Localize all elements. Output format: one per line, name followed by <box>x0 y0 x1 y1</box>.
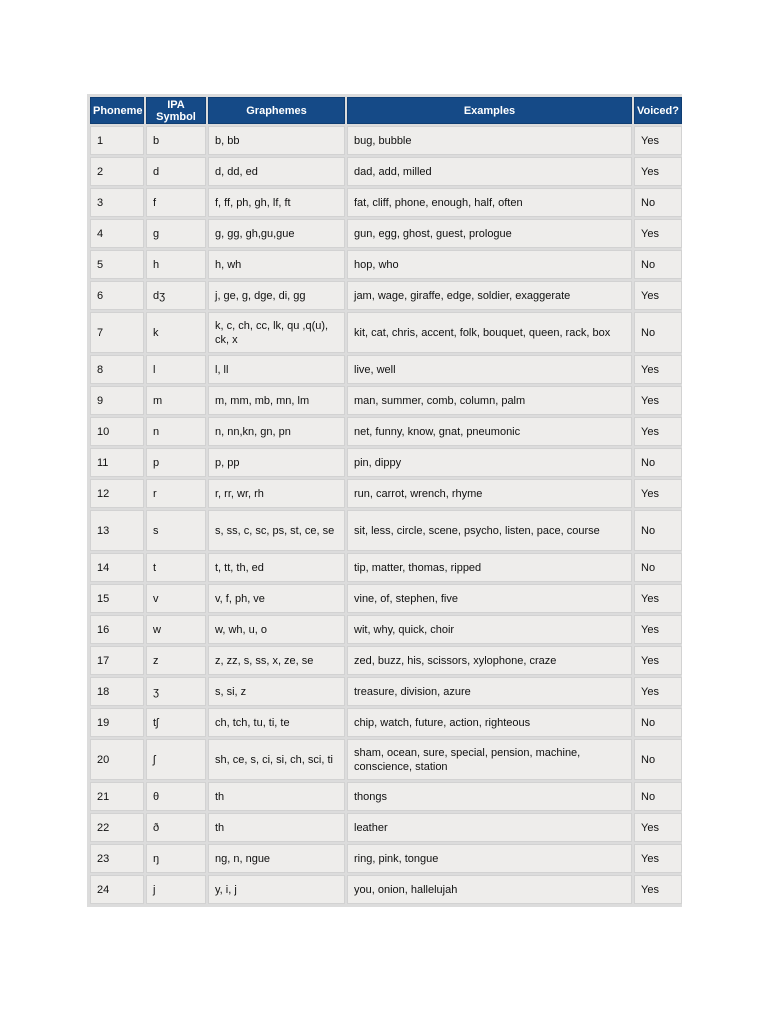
cell-voiced: Yes <box>634 417 682 446</box>
cell-ipa-symbol: s <box>146 510 206 551</box>
cell-ipa-symbol: j <box>146 875 206 904</box>
cell-ipa-symbol: g <box>146 219 206 248</box>
table-row <box>90 584 682 613</box>
cell-phoneme: 6 <box>90 281 144 310</box>
cell-voiced: Yes <box>634 355 682 384</box>
cell-voiced: Yes <box>634 875 682 904</box>
cell-phoneme: 19 <box>90 708 144 737</box>
cell-graphemes: g, gg, gh,gu,gue <box>208 219 345 248</box>
cell-phoneme: 14 <box>90 553 144 582</box>
cell-ipa-symbol: tʃ <box>146 708 206 737</box>
cell-examples: bug, bubble <box>347 126 632 155</box>
cell-phoneme: 13 <box>90 510 144 551</box>
cell-voiced: No <box>634 188 682 217</box>
cell-examples: chip, watch, future, action, righteous <box>347 708 632 737</box>
cell-phoneme: 1 <box>90 126 144 155</box>
table-row <box>90 813 682 842</box>
cell-graphemes: ng, n, ngue <box>208 844 345 873</box>
cell-graphemes: j, ge, g, dge, di, gg <box>208 281 345 310</box>
cell-phoneme: 24 <box>90 875 144 904</box>
cell-voiced: Yes <box>634 646 682 675</box>
cell-graphemes: y, i, j <box>208 875 345 904</box>
table-row <box>90 417 682 446</box>
cell-examples: hop, who <box>347 250 632 279</box>
cell-examples: dad, add, milled <box>347 157 632 186</box>
table-row <box>90 782 682 811</box>
cell-voiced: Yes <box>634 126 682 155</box>
cell-ipa-symbol: ð <box>146 813 206 842</box>
cell-ipa-symbol: n <box>146 417 206 446</box>
cell-phoneme: 4 <box>90 219 144 248</box>
cell-examples: tip, matter, thomas, ripped <box>347 553 632 582</box>
cell-examples: man, summer, comb, column, palm <box>347 386 632 415</box>
cell-graphemes: t, tt, th, ed <box>208 553 345 582</box>
cell-examples: leather <box>347 813 632 842</box>
table-row <box>90 355 682 384</box>
cell-examples: sham, ocean, sure, special, pension, machine, conscience, station <box>347 739 632 780</box>
cell-voiced: Yes <box>634 281 682 310</box>
cell-graphemes: v, f, ph, ve <box>208 584 345 613</box>
cell-graphemes: f, ff, ph, gh, lf, ft <box>208 188 345 217</box>
phoneme-table-container <box>87 94 682 907</box>
cell-phoneme: 12 <box>90 479 144 508</box>
cell-voiced: No <box>634 250 682 279</box>
cell-graphemes: k, c, ch, cc, lk, qu ,q(u), ck, x <box>208 312 345 353</box>
table-row <box>90 875 682 904</box>
cell-graphemes: p, pp <box>208 448 345 477</box>
cell-phoneme: 21 <box>90 782 144 811</box>
cell-phoneme: 15 <box>90 584 144 613</box>
cell-phoneme: 3 <box>90 188 144 217</box>
cell-graphemes: s, si, z <box>208 677 345 706</box>
header-phoneme: Phoneme <box>90 97 144 124</box>
table-row <box>90 510 682 551</box>
cell-graphemes: r, rr, wr, rh <box>208 479 345 508</box>
cell-voiced: Yes <box>634 479 682 508</box>
table-row <box>90 553 682 582</box>
cell-phoneme: 7 <box>90 312 144 353</box>
cell-voiced: Yes <box>634 584 682 613</box>
table-row <box>90 157 682 186</box>
table-body <box>90 126 682 904</box>
cell-ipa-symbol: v <box>146 584 206 613</box>
cell-graphemes: s, ss, c, sc, ps, st, ce, se <box>208 510 345 551</box>
cell-ipa-symbol: l <box>146 355 206 384</box>
cell-graphemes: l, ll <box>208 355 345 384</box>
cell-examples: fat, cliff, phone, enough, half, often <box>347 188 632 217</box>
cell-graphemes: d, dd, ed <box>208 157 345 186</box>
table-row <box>90 250 682 279</box>
cell-graphemes: n, nn,kn, gn, pn <box>208 417 345 446</box>
cell-examples: ring, pink, tongue <box>347 844 632 873</box>
cell-examples: zed, buzz, his, scissors, xylophone, craze <box>347 646 632 675</box>
cell-examples: jam, wage, giraffe, edge, soldier, exaggerate <box>347 281 632 310</box>
cell-ipa-symbol: ŋ <box>146 844 206 873</box>
cell-graphemes: m, mm, mb, mn, lm <box>208 386 345 415</box>
cell-examples: run, carrot, wrench, rhyme <box>347 479 632 508</box>
table-row <box>90 312 682 353</box>
cell-examples: thongs <box>347 782 632 811</box>
cell-voiced: Yes <box>634 813 682 842</box>
cell-examples: you, onion, hallelujah <box>347 875 632 904</box>
cell-voiced: No <box>634 739 682 780</box>
cell-ipa-symbol: ʒ <box>146 677 206 706</box>
cell-phoneme: 2 <box>90 157 144 186</box>
cell-ipa-symbol: p <box>146 448 206 477</box>
cell-voiced: No <box>634 312 682 353</box>
cell-phoneme: 5 <box>90 250 144 279</box>
cell-ipa-symbol: w <box>146 615 206 644</box>
cell-examples: kit, cat, chris, accent, folk, bouquet, queen, rack, box <box>347 312 632 353</box>
phoneme-table <box>88 95 684 906</box>
cell-examples: pin, dippy <box>347 448 632 477</box>
cell-phoneme: 17 <box>90 646 144 675</box>
cell-phoneme: 20 <box>90 739 144 780</box>
cell-ipa-symbol: h <box>146 250 206 279</box>
header-row <box>90 97 682 124</box>
table-row <box>90 615 682 644</box>
cell-ipa-symbol: f <box>146 188 206 217</box>
table-row <box>90 219 682 248</box>
cell-graphemes: sh, ce, s, ci, si, ch, sci, ti <box>208 739 345 780</box>
cell-graphemes: b, bb <box>208 126 345 155</box>
cell-phoneme: 18 <box>90 677 144 706</box>
table-row <box>90 448 682 477</box>
cell-ipa-symbol: z <box>146 646 206 675</box>
cell-ipa-symbol: d <box>146 157 206 186</box>
cell-voiced: Yes <box>634 844 682 873</box>
cell-examples: sit, less, circle, scene, psycho, listen, pace, course <box>347 510 632 551</box>
cell-voiced: Yes <box>634 157 682 186</box>
cell-graphemes: z, zz, s, ss, x, ze, se <box>208 646 345 675</box>
cell-ipa-symbol: dʒ <box>146 281 206 310</box>
cell-examples: live, well <box>347 355 632 384</box>
cell-graphemes: th <box>208 782 345 811</box>
cell-graphemes: ch, tch, tu, ti, te <box>208 708 345 737</box>
table-row <box>90 677 682 706</box>
table-row <box>90 386 682 415</box>
cell-phoneme: 10 <box>90 417 144 446</box>
cell-ipa-symbol: m <box>146 386 206 415</box>
table-row <box>90 281 682 310</box>
table-row <box>90 479 682 508</box>
cell-voiced: Yes <box>634 677 682 706</box>
cell-voiced: No <box>634 553 682 582</box>
cell-examples: vine, of, stephen, five <box>347 584 632 613</box>
header-ipa-symbol: IPA Symbol <box>146 97 206 124</box>
table-row <box>90 188 682 217</box>
cell-phoneme: 9 <box>90 386 144 415</box>
cell-voiced: Yes <box>634 219 682 248</box>
table-row <box>90 708 682 737</box>
cell-phoneme: 11 <box>90 448 144 477</box>
cell-examples: treasure, division, azure <box>347 677 632 706</box>
cell-examples: net, funny, know, gnat, pneumonic <box>347 417 632 446</box>
cell-phoneme: 16 <box>90 615 144 644</box>
cell-voiced: No <box>634 448 682 477</box>
header-graphemes: Graphemes <box>208 97 345 124</box>
table-row <box>90 126 682 155</box>
cell-ipa-symbol: ʃ <box>146 739 206 780</box>
cell-ipa-symbol: r <box>146 479 206 508</box>
cell-voiced: Yes <box>634 615 682 644</box>
cell-voiced: No <box>634 782 682 811</box>
cell-phoneme: 8 <box>90 355 144 384</box>
cell-voiced: Yes <box>634 386 682 415</box>
header-voiced: Voiced? <box>634 97 682 124</box>
cell-phoneme: 22 <box>90 813 144 842</box>
table-row <box>90 739 682 780</box>
table-row <box>90 844 682 873</box>
cell-examples: wit, why, quick, choir <box>347 615 632 644</box>
table-header <box>90 97 682 124</box>
cell-graphemes: h, wh <box>208 250 345 279</box>
cell-voiced: No <box>634 708 682 737</box>
cell-graphemes: th <box>208 813 345 842</box>
cell-ipa-symbol: t <box>146 553 206 582</box>
header-examples: Examples <box>347 97 632 124</box>
cell-ipa-symbol: b <box>146 126 206 155</box>
cell-graphemes: w, wh, u, o <box>208 615 345 644</box>
table-row <box>90 646 682 675</box>
cell-ipa-symbol: k <box>146 312 206 353</box>
cell-ipa-symbol: θ <box>146 782 206 811</box>
cell-phoneme: 23 <box>90 844 144 873</box>
cell-examples: gun, egg, ghost, guest, prologue <box>347 219 632 248</box>
cell-voiced: No <box>634 510 682 551</box>
